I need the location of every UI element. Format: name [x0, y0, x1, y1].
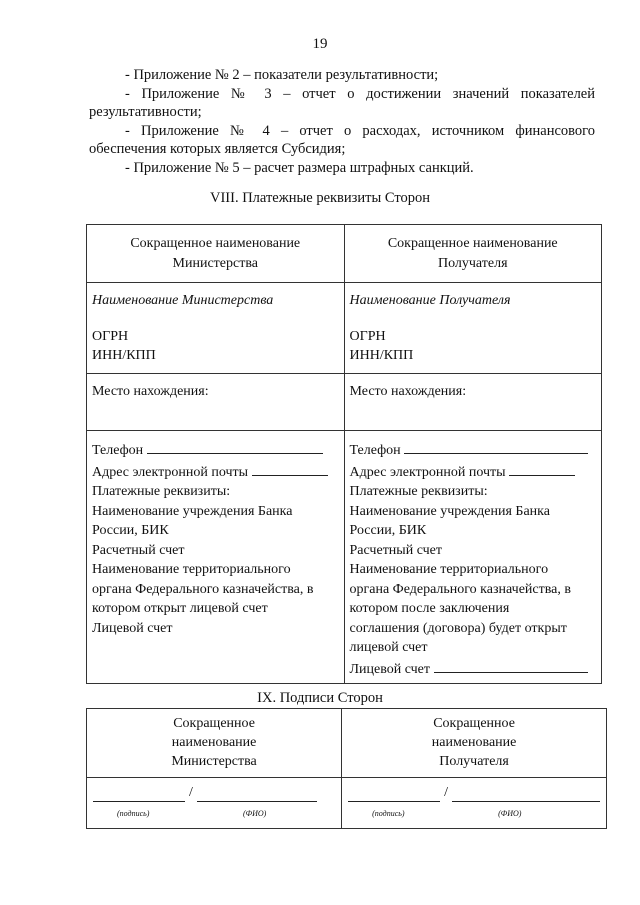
appendix-item: - Приложение № 3 – отчет о достижении значений показателей: [125, 85, 595, 102]
appendix-item-continuation: обеспечения которых является Субсидия;: [89, 141, 346, 157]
recipient-signature-header: [342, 709, 607, 778]
treasury-label: Наименование территориального: [92, 562, 291, 577]
personal-account-label: Лицевой счет: [349, 661, 431, 677]
slash-separator: /: [189, 785, 193, 800]
recipient-location-cell: [344, 374, 602, 431]
ministry-name: Наименование Министерства: [92, 293, 274, 308]
personal-account-label: Лицевой счет: [92, 620, 173, 636]
personal-account-fill-line: [434, 658, 588, 673]
ministry-name-cell: [87, 283, 345, 374]
bank-label: Наименование учреждения Банка: [349, 503, 550, 519]
payment-details-label: Платежные реквизиты:: [92, 484, 231, 499]
phone-label: Телефон: [92, 443, 144, 458]
signature-fill-line: [93, 789, 185, 802]
phone-fill-line: [404, 439, 588, 454]
signature-line: [93, 784, 335, 802]
header-line: Сокращенное наименование: [387, 236, 558, 251]
header-line: Сокращенное наименование: [130, 236, 301, 251]
phone-label: Телефон: [349, 443, 401, 458]
slash-separator: /: [444, 785, 448, 800]
signature-captions: [348, 804, 600, 823]
bank-label: России, БИК: [349, 523, 427, 538]
ministry-location-cell: [87, 374, 345, 431]
header-line: наименование: [431, 735, 517, 750]
bank-label: Наименование учреждения Банка: [92, 503, 293, 519]
account-label: Расчетный счет: [349, 542, 443, 558]
appendix-list: [89, 66, 595, 177]
page-number: 19: [312, 36, 328, 52]
signature-line: [348, 784, 600, 802]
section-title-payment-details: VIII. Платежные реквизиты Сторон: [210, 190, 430, 206]
email-fill-line: [509, 461, 575, 476]
bank-label: России, БИК: [92, 523, 169, 538]
recipient-signature-cell: [342, 778, 607, 829]
name-caption: (ФИО): [243, 809, 267, 818]
table-row: [87, 374, 602, 431]
recipient-details-cell: [344, 431, 602, 684]
email-line: [350, 461, 597, 483]
appendix-item: - Приложение № 5 – расчет размера штрафных санкций.: [125, 159, 474, 176]
phone-fill-line: [147, 439, 323, 454]
treasury-label: органа Федерального казначейства, в: [92, 581, 314, 597]
header-line: Сокращенное: [173, 716, 255, 731]
treasury-label: котором после заключения: [349, 601, 510, 616]
header-line: Министерства: [172, 255, 258, 271]
inn-label: ИНН/КПП: [349, 348, 414, 363]
email-fill-line: [252, 461, 328, 476]
payment-details-label: Платежные реквизиты:: [349, 484, 488, 499]
header-line: Получателя: [437, 255, 508, 271]
location-label: Место нахождения:: [349, 384, 467, 399]
phone-line: [92, 439, 339, 461]
header-line: Министерства: [171, 754, 257, 769]
treasury-label: соглашения (договора) будет открыт: [349, 620, 567, 636]
ministry-details-cell: [87, 431, 345, 684]
ministry-signature-cell: [87, 778, 342, 829]
table-row: [87, 431, 602, 684]
appendix-item-continuation: результативности;: [89, 104, 202, 120]
treasury-label: Наименование территориального: [349, 562, 549, 577]
signature-caption: (подпись): [117, 809, 150, 818]
email-line: [92, 461, 339, 483]
appendix-item: - Приложение № 4 – отчет о расходах, источником финансового: [125, 122, 595, 139]
inn-label: ИНН/КПП: [92, 348, 156, 363]
location-label: Место нахождения:: [92, 384, 209, 399]
table-row: [87, 283, 602, 374]
table-row: [87, 709, 607, 778]
section-title-signatures: IX. Подписи Сторон: [257, 690, 383, 706]
personal-account-line: [350, 658, 597, 680]
ogrn-label: ОГРН: [349, 328, 386, 344]
header-line: наименование: [171, 735, 257, 750]
ministry-signature-header: [87, 709, 342, 778]
header-line: Сокращенное: [433, 716, 515, 731]
payment-details-table: [86, 224, 602, 684]
treasury-label: лицевой счет: [349, 640, 428, 655]
email-label: Адрес электронной почты: [92, 464, 249, 480]
treasury-label: котором открыт лицевой счет: [92, 601, 268, 616]
recipient-name-cell: [344, 283, 602, 374]
signature-captions: [93, 804, 335, 823]
signatures-table: [86, 708, 607, 829]
signature-fill-line: [348, 789, 440, 802]
email-label: Адрес электронной почты: [349, 464, 506, 480]
name-fill-line: [197, 789, 317, 802]
signature-caption: (подпись): [372, 809, 405, 818]
treasury-label: органа Федерального казначейства, в: [349, 581, 571, 597]
recipient-header-cell: [344, 225, 602, 283]
header-line: Получателя: [439, 754, 509, 769]
table-row: [87, 778, 607, 829]
name-caption: (ФИО): [498, 809, 522, 818]
name-fill-line: [452, 789, 600, 802]
phone-line: [350, 439, 597, 461]
table-row: [87, 225, 602, 283]
account-label: Расчетный счет: [92, 542, 185, 558]
ministry-header-cell: [87, 225, 345, 283]
recipient-name: Наименование Получателя: [349, 293, 511, 308]
appendix-item: - Приложение № 2 – показатели результативности;: [125, 67, 439, 83]
ogrn-label: ОГРН: [92, 328, 129, 344]
